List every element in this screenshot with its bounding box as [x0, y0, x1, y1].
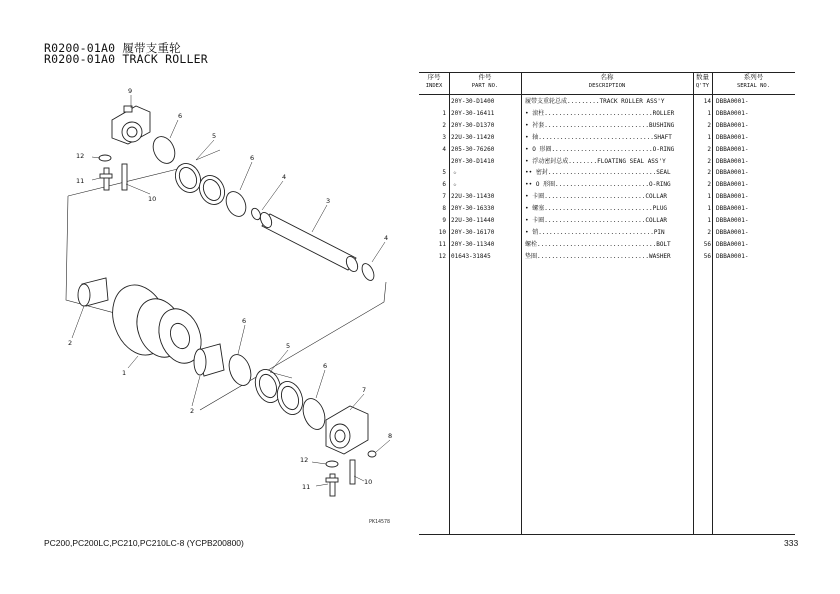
header-index: 序号 INDEX	[425, 73, 443, 89]
figure-code: PK14578	[369, 519, 391, 525]
cell-part-no: 20Y-30-16411	[451, 109, 495, 117]
cell-description: •• O 形圈..........................O-RING	[525, 181, 671, 189]
table-row	[419, 215, 795, 227]
callout-label: 9	[128, 87, 133, 95]
model-list: PC200,PC200LC,PC210,PC210LC-8 (YCPB200800)	[44, 538, 244, 548]
cell-qty: 2	[707, 157, 711, 165]
callout-label: 11	[302, 483, 311, 491]
cell-qty: 2	[707, 228, 711, 236]
cell-serial: DBBA0001-	[716, 252, 749, 260]
table-row	[419, 251, 795, 263]
table-row	[419, 191, 795, 203]
cell-serial: DBBA0001-	[716, 121, 749, 129]
table-row	[419, 203, 795, 215]
table-row	[419, 167, 795, 179]
page-title-cn: R0200-01A0 履带支重轮	[44, 41, 181, 55]
callout-label: 10	[364, 478, 373, 486]
cell-index: 8	[442, 205, 446, 213]
table-row	[419, 144, 795, 156]
header-part-no: 件号 PART NO.	[471, 73, 499, 89]
callout-label: 3	[326, 197, 331, 205]
cell-serial: DBBA0001-	[716, 98, 749, 105]
parts-table	[419, 72, 795, 534]
cell-qty: 56	[703, 252, 711, 260]
header-qty: 数量 Q'TY	[695, 73, 710, 89]
roller	[103, 277, 208, 369]
cell-qty: 2	[707, 121, 711, 129]
cell-qty: 1	[707, 205, 711, 213]
table-row	[419, 108, 795, 120]
exploded-view-diagram	[0, 0, 420, 540]
callout-label: 7	[362, 386, 367, 394]
cell-index: 11	[438, 240, 446, 248]
cell-index: 9	[442, 217, 446, 224]
callout-label: 6	[178, 112, 183, 120]
cell-part-no: 20Y-30-D1410	[451, 157, 495, 165]
collar-upper	[112, 106, 150, 144]
header-description: 名称 DESCRIPTION	[588, 73, 626, 89]
cell-index: 4	[442, 145, 446, 153]
callout-label: 6	[242, 317, 247, 325]
callout-label: 6	[250, 154, 255, 162]
cell-description: • 滚柱..............................ROLLER	[525, 109, 675, 117]
cell-qty: 56	[703, 240, 711, 248]
cell-serial: DBBA0001-	[716, 133, 749, 141]
table-row	[419, 96, 795, 108]
callout-label: 1	[122, 369, 127, 377]
cell-serial: DBBA0001-	[716, 193, 749, 201]
cell-index: 7	[442, 193, 446, 201]
cell-qty: 1	[707, 217, 711, 224]
callout-label: 12	[76, 152, 85, 160]
cell-index: 1	[442, 109, 446, 117]
callout-label: 4	[282, 173, 287, 181]
callout-label: 5	[286, 342, 291, 350]
cell-part-no: 01643-31845	[451, 252, 491, 260]
cell-description: • O 形圈............................O-RING	[525, 145, 675, 153]
cell-qty: 2	[707, 145, 711, 153]
cell-description: • 衬套.............................BUSHING	[525, 121, 675, 129]
cell-part-no: 205-30-76260	[451, 145, 495, 153]
cell-serial: DBBA0001-	[716, 217, 749, 224]
cell-index: 2	[442, 121, 446, 129]
cell-index: 6	[442, 181, 446, 189]
cell-part-no: 20Y-30-D1400	[451, 98, 495, 105]
cell-description: • 轴................................SHAFT	[525, 133, 672, 141]
cell-part-no: 20Y-30-D1370	[451, 121, 495, 129]
shaft	[258, 211, 360, 274]
cell-part-no: 20Y-30-11340	[451, 240, 495, 248]
cell-serial: DBBA0001-	[716, 240, 749, 248]
cell-index: 3	[442, 133, 446, 141]
cell-qty: 2	[707, 169, 711, 177]
table-row	[419, 179, 795, 191]
cell-qty: 14	[703, 98, 711, 105]
cell-description: • 浮动密封总成........FLOATING SEAL ASS'Y	[525, 157, 666, 165]
cell-serial: DBBA0001-	[716, 157, 749, 165]
callout-label: 4	[384, 234, 389, 242]
cell-qty: 2	[707, 181, 711, 189]
cell-part-no: 22U-30-11440	[451, 217, 495, 224]
callout-label: 11	[76, 177, 85, 185]
star-mark: ☆	[453, 169, 457, 177]
cell-serial: DBBA0001-	[716, 109, 749, 117]
cell-part-no: 20Y-30-16330	[451, 205, 495, 213]
cell-part-no: 20Y-30-16170	[451, 228, 495, 236]
callout-label: 5	[212, 132, 217, 140]
cell-part-no: 22U-30-11420	[451, 133, 495, 141]
callout-label: 6	[323, 362, 328, 370]
callout-label: 2	[68, 339, 73, 347]
callout-label: 10	[148, 195, 157, 203]
page-title-en: R0200-01A0 TRACK ROLLER	[44, 52, 208, 66]
cell-description: 垫圈...............................WASHER	[525, 252, 671, 260]
collar-lower	[326, 406, 368, 454]
cell-serial: DBBA0001-	[716, 228, 749, 236]
cell-description: 螺栓.................................BOLT	[525, 240, 671, 248]
cell-part-no: 22U-30-11430	[451, 193, 495, 201]
cell-description: 履带支重轮总成.........TRACK ROLLER ASS'Y	[525, 98, 665, 105]
cell-serial: DBBA0001-	[716, 205, 749, 213]
cell-description: • 销................................PIN	[525, 228, 665, 236]
cell-description: • 螺塞..............................PLUG	[525, 205, 668, 213]
cell-index: 12	[438, 252, 446, 260]
cell-serial: DBBA0001-	[716, 169, 749, 177]
cell-description: • 卡圈............................COLLAR	[525, 193, 668, 201]
page-number: 333	[784, 538, 799, 548]
callout-label: 8	[388, 432, 393, 440]
cell-qty: 1	[707, 193, 711, 201]
cell-qty: 1	[707, 109, 711, 117]
star-mark: ☆	[453, 181, 457, 189]
cell-index: 5	[442, 169, 446, 177]
cell-description: •• 密封..............................SEAL	[525, 169, 671, 177]
table-row	[419, 239, 795, 251]
cell-qty: 1	[707, 133, 711, 141]
cell-serial: DBBA0001-	[716, 145, 749, 153]
table-row	[419, 132, 795, 144]
table-row	[419, 156, 795, 168]
callout-label: 12	[300, 456, 309, 464]
cell-index: 10	[438, 228, 446, 236]
cell-description: • 卡圈............................COLLAR	[525, 217, 668, 224]
table-row	[419, 227, 795, 239]
header-serial: 系列号 SERIAL NO.	[736, 73, 771, 89]
callout-label: 2	[190, 407, 195, 415]
cell-serial: DBBA0001-	[716, 181, 749, 189]
table-row	[419, 120, 795, 132]
